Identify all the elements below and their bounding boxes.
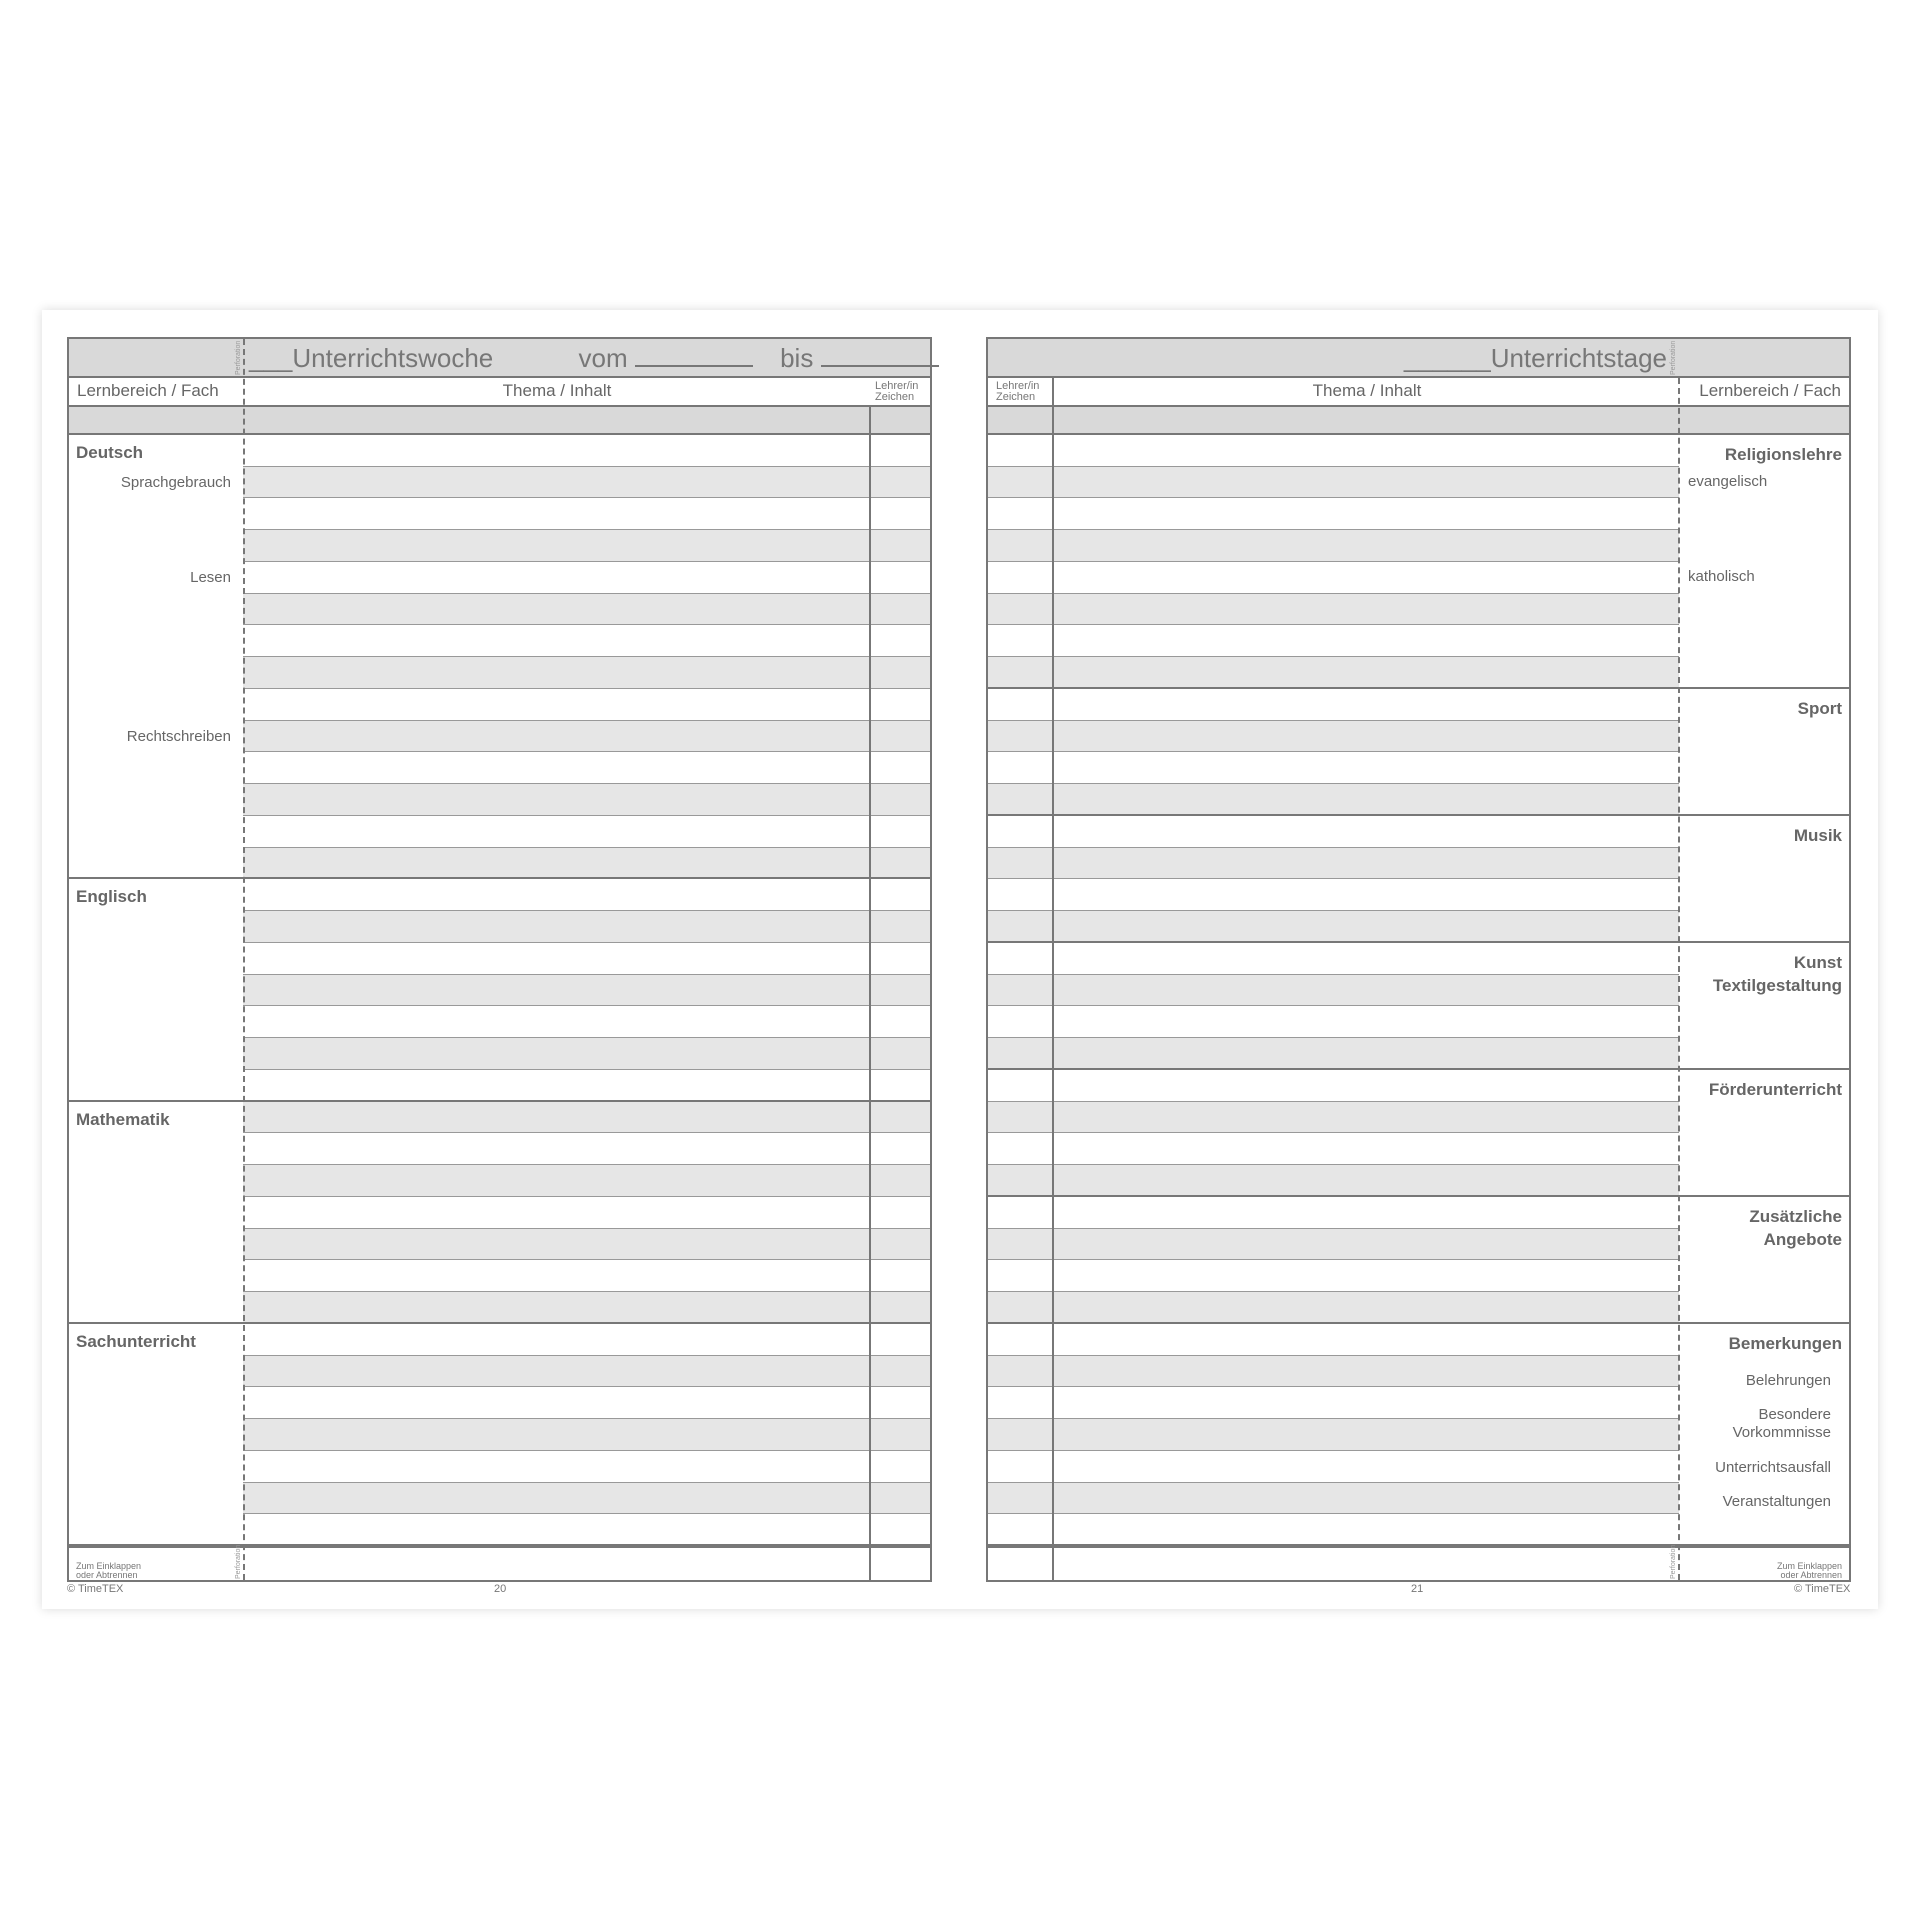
- left-footer-row: [69, 1546, 930, 1582]
- section-zusätzliche: [988, 1197, 1849, 1324]
- col-thema: Thema / Inhalt: [1312, 381, 1422, 400]
- right-page-table: [986, 337, 1851, 1582]
- vom-date-field[interactable]: [635, 343, 753, 367]
- section-kunst: [988, 943, 1849, 1070]
- section-bemerkungen: [988, 1324, 1849, 1546]
- left-column-header: [69, 378, 930, 407]
- note-label: Vorkommnisse: [1732, 1423, 1831, 1441]
- days-title: ______Unterrichtstage: [1403, 343, 1667, 373]
- perforation-label: Perforation: [1670, 1544, 1677, 1579]
- note-label: Belehrungen: [1745, 1371, 1831, 1389]
- note-label: Veranstaltungen: [1722, 1492, 1831, 1510]
- page-number: 20: [494, 1583, 507, 1595]
- col-fach: Lernbereich / Fach: [77, 381, 219, 400]
- fold-note: Zum Einklappen oder Abtrennen: [1776, 1561, 1842, 1580]
- col-zeichen: Lehrer/in Zeichen: [875, 380, 919, 403]
- note-label: Besondere: [1758, 1405, 1831, 1423]
- section-label: Bemerkungen: [1728, 1333, 1842, 1353]
- col-zeichen: Lehrer/in Zeichen: [996, 380, 1040, 403]
- right-gray-row: [988, 407, 1849, 435]
- section-mathematik: [69, 1102, 930, 1324]
- section-label: Förderunterricht: [1708, 1079, 1842, 1099]
- section-label: Zusätzliche Angebote: [1749, 1206, 1842, 1249]
- zeichen-divider: [1052, 378, 1054, 1580]
- perforation-line: [243, 339, 245, 1580]
- col-thema: Thema / Inhalt: [502, 381, 612, 400]
- section-sport: [988, 689, 1849, 816]
- section-label: Religionslehre: [1724, 445, 1842, 464]
- sub-label: Lesen: [190, 568, 231, 586]
- section-religionslehre: [988, 435, 1849, 689]
- perforation-label: Perforation: [1670, 340, 1677, 375]
- perforation-label: Perforation: [235, 1544, 242, 1579]
- sub-label: Rechtschreiben: [126, 727, 231, 745]
- zeichen-divider: [869, 407, 871, 1580]
- section-förderunterricht: [988, 1070, 1849, 1197]
- sub-label: katholisch: [1688, 567, 1755, 585]
- section-label: Deutsch: [76, 443, 144, 462]
- section-label: Kunst Textilgestaltung: [1712, 952, 1842, 995]
- right-column-header: [988, 378, 1849, 407]
- right-header: [988, 339, 1849, 378]
- col-fach: Lernbereich / Fach: [1699, 381, 1841, 400]
- note-label: Unterrichtsausfall: [1715, 1458, 1831, 1476]
- left-header: [69, 339, 930, 378]
- sub-label: evangelisch: [1688, 472, 1768, 490]
- right-footer-row: [988, 1546, 1849, 1582]
- section-sachunterricht: [69, 1324, 930, 1546]
- section-label: Sport: [1797, 698, 1842, 718]
- left-gray-row: [69, 407, 930, 435]
- section-label: Mathematik: [76, 1109, 170, 1129]
- fold-note: Zum Einklappen oder Abtrennen: [76, 1561, 142, 1580]
- perforation-label: Perforation: [235, 340, 242, 375]
- section-label: Sachunterricht: [76, 1331, 196, 1351]
- right-body: [988, 435, 1849, 1546]
- section-label: Englisch: [76, 887, 147, 907]
- bis-date-field[interactable]: [821, 343, 939, 367]
- sub-label: Sprachgebrauch: [120, 473, 231, 491]
- section-deutsch: [69, 435, 930, 879]
- left-page-table: [67, 337, 932, 1582]
- section-label: Musik: [1793, 825, 1842, 845]
- copyright: © TimeTEX: [67, 1583, 124, 1595]
- left-body: [69, 435, 930, 1546]
- section-musik: [988, 816, 1849, 943]
- page-number: 21: [1411, 1583, 1424, 1595]
- perforation-line: [1678, 378, 1680, 1580]
- week-title: ___Unterrichtswoche vom bis: [249, 343, 939, 374]
- copyright: © TimeTEX: [1794, 1583, 1851, 1595]
- section-englisch: [69, 879, 930, 1101]
